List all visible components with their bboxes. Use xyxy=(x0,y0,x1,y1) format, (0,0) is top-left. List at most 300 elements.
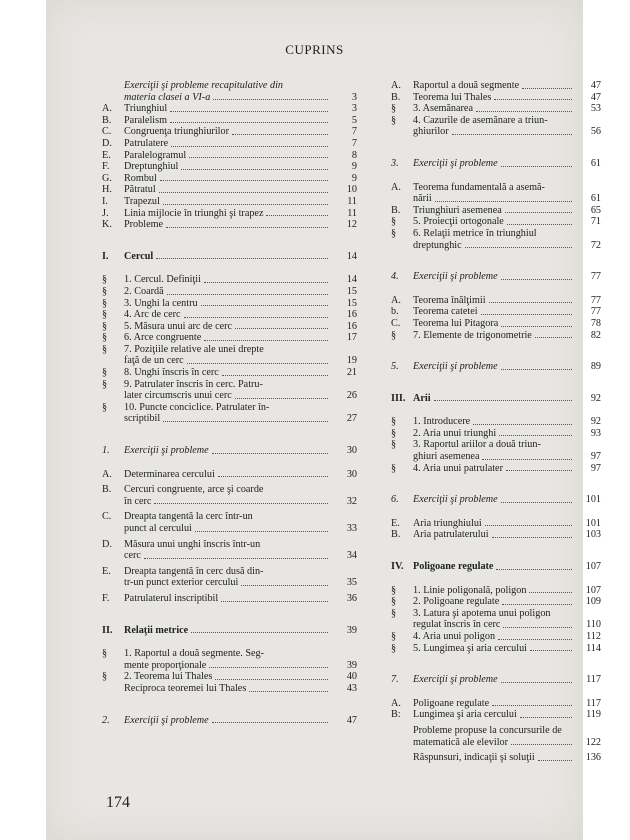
toc-entry-title: Exerciţii şi probleme xyxy=(413,361,498,373)
toc-entry-marker: § xyxy=(391,584,397,596)
toc-entry xyxy=(391,518,601,530)
toc-entry-marker: § xyxy=(102,671,108,683)
toc-entry-title: materia clasei a VI-a xyxy=(124,91,211,103)
toc-entry-title: Linia mijlocie în triunghi şi trapez xyxy=(124,207,264,219)
toc-entry-title: Teorema înălţimii xyxy=(413,294,486,306)
toc-entry xyxy=(102,593,357,605)
toc-entry xyxy=(102,496,357,508)
leader-dots xyxy=(235,398,328,399)
toc-entry xyxy=(102,321,357,333)
toc-entry-title: Exerciţii şi probleme xyxy=(413,271,498,283)
toc-entry xyxy=(391,271,601,283)
toc-entry xyxy=(391,103,601,115)
toc-entry-marker: 3. xyxy=(391,157,399,169)
leader-dots xyxy=(501,166,572,167)
toc-entry-title: 3. Raportul ariilor a două triun- xyxy=(413,439,541,451)
toc-entry xyxy=(102,648,357,660)
leader-dots xyxy=(434,400,572,401)
toc-entry-marker: E. xyxy=(391,517,400,529)
toc-entry xyxy=(391,561,601,573)
toc-page-number: 114 xyxy=(586,642,601,654)
toc-entry-marker: § xyxy=(391,416,397,428)
toc-entry-title: Patrulatere xyxy=(124,137,169,149)
toc-entry xyxy=(102,251,357,263)
toc-page-number: 78 xyxy=(590,317,601,329)
toc-entry-marker: § xyxy=(102,297,108,309)
toc-entry xyxy=(391,643,601,655)
leader-dots xyxy=(212,722,328,723)
toc-entry-marker: A. xyxy=(391,80,401,91)
leader-dots xyxy=(181,169,328,170)
toc-entry-title: scriptibil xyxy=(124,413,161,425)
leader-dots xyxy=(494,99,572,100)
toc-page-number: 15 xyxy=(346,285,357,297)
toc-entry-title: Probleme propuse la concursurile de xyxy=(413,724,562,736)
toc-entry-title: mente proporţionale xyxy=(124,659,207,671)
leader-dots xyxy=(209,667,328,668)
leader-dots xyxy=(507,224,572,225)
leader-dots xyxy=(511,744,572,745)
toc-entry-title: dreptunghic xyxy=(413,239,462,251)
toc-entry xyxy=(102,539,357,551)
toc-entry xyxy=(391,439,601,451)
toc-page-number: 61 xyxy=(590,193,601,205)
toc-page-number: 122 xyxy=(585,736,601,748)
toc-entry-title: Măsura unui unghi înscris într-un xyxy=(124,538,261,550)
toc-entry xyxy=(391,752,601,764)
toc-entry-title: 4. Aria unui poligon xyxy=(413,631,496,642)
toc-page-number: 82 xyxy=(590,329,601,341)
toc-entry-marker: § xyxy=(391,114,397,126)
leader-dots xyxy=(144,558,328,559)
toc-entry xyxy=(102,298,357,310)
leader-dots xyxy=(501,326,572,327)
toc-page-number: 11 xyxy=(347,207,357,219)
leader-dots xyxy=(499,435,572,436)
leader-dots xyxy=(249,691,328,692)
toc-entry-title: Determinarea cercului xyxy=(124,468,215,480)
toc-entry-marker: 6. xyxy=(391,494,399,506)
leader-dots xyxy=(520,717,572,718)
toc-entry xyxy=(391,193,601,205)
toc-entry xyxy=(102,309,357,321)
toc-right-column xyxy=(391,80,601,764)
toc-entry-marker: III. xyxy=(391,392,406,404)
leader-dots xyxy=(485,525,572,526)
toc-entry-marker: I. xyxy=(102,195,108,207)
toc-entry-title: Cercuri congruente, arce şi coarde xyxy=(124,484,264,496)
toc-entry-title: Raportul a două segmente xyxy=(413,80,520,91)
leader-dots xyxy=(505,212,572,213)
leader-dots xyxy=(489,302,572,303)
toc-entry xyxy=(391,631,601,643)
toc-page-number: 56 xyxy=(590,126,601,138)
toc-page-number: 92 xyxy=(590,392,601,404)
toc-entry xyxy=(391,709,601,721)
toc-entry-title: Poligoane regulate xyxy=(413,561,494,573)
toc-entry xyxy=(102,274,357,286)
leader-dots xyxy=(476,111,572,112)
toc-entry-marker: § xyxy=(391,596,397,608)
leader-dots xyxy=(481,314,572,315)
toc-entry xyxy=(102,445,357,457)
toc-entry-title: punct al cercului xyxy=(124,523,192,534)
leader-dots xyxy=(496,569,572,570)
toc-entry xyxy=(391,158,601,170)
toc-entry-marker: C. xyxy=(102,126,112,138)
toc-entry-title: Triunghiul xyxy=(124,103,168,115)
leader-dots xyxy=(235,328,328,329)
toc-page-number: 40 xyxy=(346,671,357,683)
toc-entry-marker: F. xyxy=(102,592,110,604)
toc-page-number: 47 xyxy=(590,91,601,103)
toc-page-number: 21 xyxy=(346,367,357,379)
toc-entry-title: 1. Raportul a două segmente. Seg- xyxy=(124,648,265,660)
toc-entry xyxy=(102,161,357,173)
toc-entry-marker: § xyxy=(102,309,108,321)
toc-page-number: 107 xyxy=(585,561,601,573)
toc-page-number: 9 xyxy=(351,172,357,184)
leader-dots xyxy=(502,604,572,605)
toc-page-number: 77 xyxy=(590,294,601,306)
toc-entry-marker: § xyxy=(102,274,108,286)
toc-entry-title: 2. Teorema lui Thales xyxy=(124,671,213,683)
toc-entry-marker: 1. xyxy=(102,445,110,457)
toc-page-number: 103 xyxy=(585,529,601,541)
toc-entry xyxy=(102,332,357,344)
toc-entry-marker: § xyxy=(102,648,108,660)
toc-page-number: 14 xyxy=(346,274,357,286)
toc-entry-title: 10. Puncte conciclice. Patrulater în- xyxy=(124,401,270,413)
toc-entry-marker: IV. xyxy=(391,561,404,573)
toc-entry-title: 5. Măsura unui arc de cerc xyxy=(124,320,233,332)
leader-dots xyxy=(204,282,328,283)
toc-page-number: 43 xyxy=(346,682,357,694)
leader-dots xyxy=(170,111,328,112)
toc-page-number: 39 xyxy=(346,659,357,671)
toc-entry-marker: F. xyxy=(102,161,110,173)
toc-entry-title: 4. Aria unui patrulater xyxy=(413,462,503,474)
toc-entry-title: Relaţii metrice xyxy=(124,624,189,636)
leader-dots xyxy=(492,705,572,706)
toc-entry xyxy=(102,196,357,208)
toc-page-number: 112 xyxy=(586,631,601,642)
toc-entry xyxy=(391,619,601,631)
toc-entry-title: 7. Elemente de trigonometrie xyxy=(413,329,532,341)
toc-entry-title: 1. Cercul. Definiţii xyxy=(124,274,201,286)
toc-entry-title: Aria triunghiului xyxy=(413,517,482,529)
leader-dots xyxy=(156,258,328,259)
toc-entry-title: Reciproca teoremei lui Thales xyxy=(124,682,247,694)
toc-entry-marker: § xyxy=(102,320,108,332)
toc-entry-marker: § xyxy=(391,216,397,228)
toc-entry-title: matematică ale elevilor xyxy=(413,736,509,748)
toc-entry-marker: K. xyxy=(102,219,112,231)
toc-page-number: 12 xyxy=(346,219,357,231)
toc-page-number: 36 xyxy=(346,592,357,604)
toc-entry xyxy=(102,379,357,391)
toc-entry-title: 3. Asemănarea xyxy=(413,103,473,115)
toc-entry xyxy=(391,494,601,506)
toc-entry-marker: 2. xyxy=(102,714,110,726)
toc-entry-title: Aria patrulaterului xyxy=(413,529,489,541)
toc-entry-title: regulat înscris în cerc xyxy=(413,619,501,631)
toc-entry-marker: E. xyxy=(102,149,111,161)
toc-entry-title: Lungimea şi aria cercului xyxy=(413,709,517,721)
toc-entry-marker: 4. xyxy=(391,271,399,283)
toc-entry-title: 2. Poligoane regulate xyxy=(413,596,500,608)
toc-entry xyxy=(391,608,601,620)
toc-entry-marker: C. xyxy=(391,317,401,329)
leader-dots xyxy=(473,424,572,425)
toc-entry-title: Trapezul xyxy=(124,195,160,207)
leader-dots xyxy=(529,592,572,593)
toc-entry xyxy=(102,390,357,402)
toc-entry-title: 8. Unghi înscris în cerc xyxy=(124,367,219,379)
toc-entry xyxy=(102,367,357,379)
toc-entry xyxy=(102,150,357,162)
leader-dots xyxy=(171,146,328,147)
toc-page-number: 117 xyxy=(586,674,601,686)
toc-entry-title: Exerciţii şi probleme xyxy=(413,494,498,506)
leader-dots xyxy=(501,502,572,503)
leader-dots xyxy=(492,537,572,538)
toc-page-number: 7 xyxy=(351,137,357,149)
toc-entry xyxy=(391,240,601,252)
toc-entry xyxy=(102,577,357,589)
toc-entry-marker: § xyxy=(102,332,108,344)
toc-entry xyxy=(102,355,357,367)
toc-entry-title: 4. Arc de cerc xyxy=(124,309,181,321)
leader-dots xyxy=(522,88,572,89)
toc-entry xyxy=(102,523,357,535)
leader-dots xyxy=(166,227,328,228)
toc-entry-title: Dreapta tangentă la cerc într-un xyxy=(124,511,253,523)
toc-entry xyxy=(102,173,357,185)
toc-entry xyxy=(102,566,357,578)
toc-entry-marker: I. xyxy=(102,250,109,262)
toc-page-number: 109 xyxy=(585,596,601,608)
toc-entry-marker: H. xyxy=(102,184,112,196)
toc-page-number: 35 xyxy=(346,577,357,589)
toc-entry xyxy=(391,126,601,138)
leader-dots xyxy=(204,340,328,341)
toc-entry-marker: J. xyxy=(102,207,109,219)
toc-entry-title: Exerciţii şi probleme xyxy=(124,445,209,457)
toc-page-number: 30 xyxy=(346,445,357,457)
toc-entry-marker: B. xyxy=(391,529,401,541)
toc-page-number: 16 xyxy=(346,309,357,321)
toc-entry xyxy=(102,671,357,683)
toc-page-number: 89 xyxy=(590,361,601,373)
toc-entry-title: în cerc xyxy=(124,495,152,507)
toc-entry-marker: A. xyxy=(102,103,112,115)
toc-page-number: 9 xyxy=(351,161,357,173)
toc-page-number: 72 xyxy=(590,239,601,251)
toc-entry xyxy=(102,115,357,127)
leader-dots xyxy=(465,247,572,248)
toc-entry xyxy=(391,737,601,749)
toc-entry-title: ghiurilor xyxy=(413,126,449,138)
toc-entry xyxy=(391,115,601,127)
toc-entry-title: Poligoane regulate xyxy=(413,697,490,709)
toc-page-number: 77 xyxy=(590,306,601,318)
toc-entry-marker: D. xyxy=(102,538,112,550)
toc-entry-title: 3. Unghi la centru xyxy=(124,297,198,309)
toc-entry xyxy=(391,306,601,318)
toc-entry xyxy=(391,228,601,240)
toc-page-number: 39 xyxy=(346,624,357,636)
toc-page-number: 53 xyxy=(590,103,601,115)
leader-dots xyxy=(160,180,328,181)
toc-entry xyxy=(391,216,601,228)
toc-entry-title: Teorema fundamentală a asemă- xyxy=(413,181,545,193)
toc-entry xyxy=(102,344,357,356)
toc-page-number: 16 xyxy=(346,320,357,332)
toc-entry-marker: b. xyxy=(391,306,399,318)
toc-page-number: 101 xyxy=(585,517,601,529)
toc-entry-title: 3. Latura şi apotema unui poligon xyxy=(413,607,551,619)
leader-dots xyxy=(201,305,328,306)
toc-page-number: 117 xyxy=(586,697,601,709)
toc-page-number: 71 xyxy=(590,216,601,228)
toc-page-number: 19 xyxy=(346,355,357,367)
toc-entry-marker: § xyxy=(391,642,397,654)
toc-entry xyxy=(102,138,357,150)
toc-entry-marker: § xyxy=(102,378,108,390)
toc-entry-marker: C. xyxy=(102,511,112,523)
toc-entry-title: 2. Coardă xyxy=(124,285,164,297)
toc-entry-title: Exerciţii şi probleme xyxy=(124,714,209,726)
toc-entry xyxy=(102,80,357,92)
leader-dots xyxy=(535,337,572,338)
toc-page-number: 107 xyxy=(585,584,601,596)
toc-page-number: 14 xyxy=(346,250,357,262)
toc-entry xyxy=(391,725,601,737)
toc-entry-title: 6. Arce congruente xyxy=(124,332,202,344)
leader-dots xyxy=(501,682,572,683)
leader-dots xyxy=(154,503,328,504)
toc-entry-title: Paralelism xyxy=(124,114,168,126)
toc-entry-title: Arii xyxy=(413,392,431,404)
toc-entry-marker: § xyxy=(102,367,108,379)
toc-entry-marker: A. xyxy=(391,697,401,709)
toc-entry-title: Pătratul xyxy=(124,184,156,196)
leader-dots xyxy=(530,650,572,651)
toc-entry xyxy=(102,625,357,637)
toc-entry-marker: § xyxy=(102,343,108,355)
toc-entry xyxy=(102,103,357,115)
toc-entry-marker: § xyxy=(391,103,397,115)
toc-page-number: 119 xyxy=(586,709,601,721)
toc-entry xyxy=(102,402,357,414)
toc-entry-title: Teorema catetei xyxy=(413,306,478,318)
toc-entry-title: 9. Patrulater înscris în cerc. Patru- xyxy=(124,378,263,390)
leader-dots xyxy=(218,476,328,477)
toc-entry xyxy=(391,295,601,307)
leader-dots xyxy=(538,760,572,761)
leader-dots xyxy=(159,192,328,193)
toc-entry-title: 5. Proiecţii ortogonale xyxy=(413,216,504,228)
toc-entry xyxy=(102,184,357,196)
toc-entry-title: 5. Lungimea şi aria cercului xyxy=(413,642,527,654)
toc-page-number: 110 xyxy=(586,619,601,631)
leader-dots xyxy=(222,375,328,376)
toc-entry xyxy=(391,463,601,475)
toc-page-number: 97 xyxy=(590,462,601,474)
toc-entry-title: tr-un punct exterior cercului xyxy=(124,577,239,589)
toc-entry-title: Teorema lui Thales xyxy=(413,91,492,103)
toc-entry-title: nării xyxy=(413,193,432,205)
toc-entry xyxy=(102,484,357,496)
leader-dots xyxy=(215,679,328,680)
toc-entry-title: 2. Aria unui triunghi xyxy=(413,427,497,439)
toc-entry xyxy=(102,550,357,562)
leader-dots xyxy=(212,453,328,454)
toc-entry xyxy=(391,451,601,463)
toc-entry-marker: 7. xyxy=(391,674,399,686)
toc-entry-title: later circumscris unui cerc xyxy=(124,390,232,402)
toc-entry xyxy=(102,208,357,220)
toc-page-number: 32 xyxy=(346,495,357,507)
toc-page-number: 93 xyxy=(590,427,601,439)
toc-page-number: 26 xyxy=(346,390,357,402)
toc-entry-title: Exerciţii şi probleme xyxy=(413,674,498,686)
toc-page-number: 11 xyxy=(347,195,357,207)
toc-entry-marker: § xyxy=(391,439,397,451)
leader-dots xyxy=(435,201,572,202)
toc-entry-title: Exerciţii şi probleme recapitulative din xyxy=(124,80,283,91)
toc-page-number: 65 xyxy=(590,204,601,216)
toc-page-number: 7 xyxy=(351,126,357,138)
toc-entry xyxy=(391,674,601,686)
toc-entry-marker: § xyxy=(391,607,397,619)
toc-page-number: 47 xyxy=(346,714,357,726)
toc-page-number: 17 xyxy=(346,332,357,344)
toc-entry-marker: 5. xyxy=(391,361,399,373)
toc-page-number: 27 xyxy=(346,413,357,425)
toc-page-number: 97 xyxy=(590,451,601,463)
toc-entry-title: 1. Introducere xyxy=(413,416,471,428)
toc-entry-title: ghiuri asemenea xyxy=(413,451,480,463)
leader-dots xyxy=(506,470,572,471)
toc-entry xyxy=(102,683,357,695)
toc-page-number: 8 xyxy=(351,149,357,161)
toc-entry-marker: § xyxy=(391,227,397,239)
leader-dots xyxy=(195,531,328,532)
leader-dots xyxy=(241,585,328,586)
toc-entry xyxy=(102,469,357,481)
toc-entry xyxy=(391,428,601,440)
leader-dots xyxy=(213,99,328,100)
leader-dots xyxy=(163,421,328,422)
leader-dots xyxy=(482,459,572,460)
toc-entry xyxy=(102,660,357,672)
toc-entry xyxy=(391,585,601,597)
toc-entry-marker: B. xyxy=(391,91,401,103)
toc-page-number: 10 xyxy=(346,184,357,196)
toc-page-number: 30 xyxy=(346,468,357,480)
toc-entry xyxy=(391,529,601,541)
leader-dots xyxy=(221,601,328,602)
toc-entry xyxy=(102,715,357,727)
toc-entry xyxy=(391,361,601,373)
toc-entry-marker: A. xyxy=(391,181,401,193)
leader-dots xyxy=(163,204,328,205)
leader-dots xyxy=(501,369,572,370)
toc-page-number: 3 xyxy=(351,91,357,103)
toc-entry-title: Triunghiuri asemenea xyxy=(413,204,502,216)
